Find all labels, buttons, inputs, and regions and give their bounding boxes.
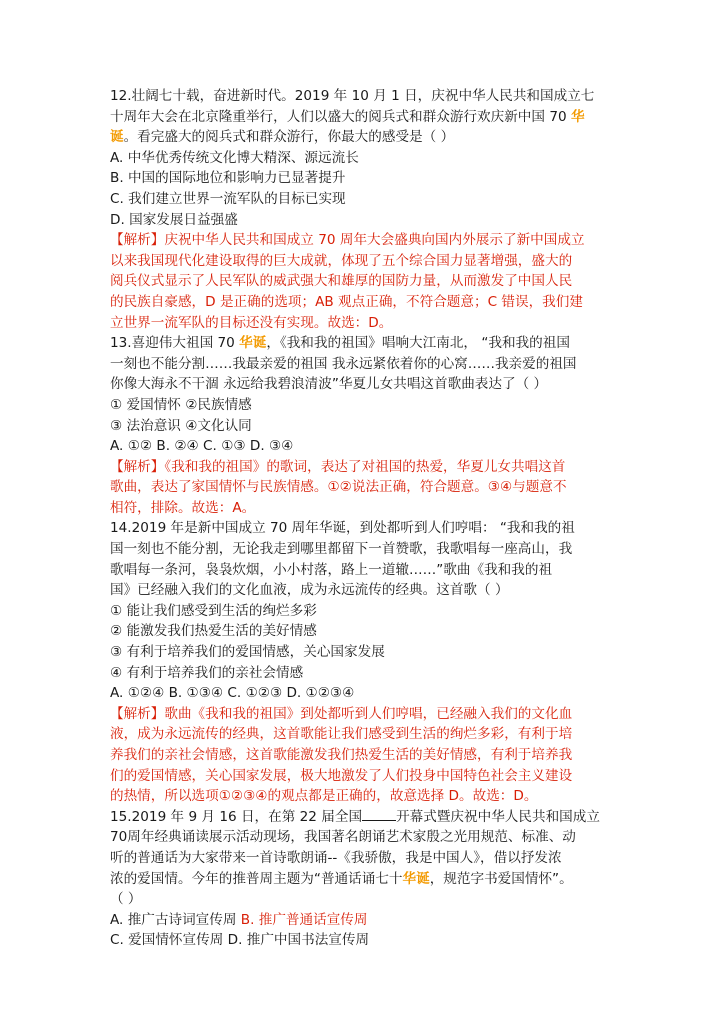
q13-analysis-tag: 【解析】 xyxy=(110,458,165,475)
q13-line-1b: ，《我和我的祖国》唱响大江南北， “我和我的祖国 xyxy=(266,335,570,352)
q15-line-5: （ ） xyxy=(110,891,142,908)
q14-analysis-tag: 【解析】 xyxy=(110,705,165,722)
q14-explanation-4: 们的爱国情感，关心国家发展，极大地激发了人们投身中国特色社会主义建设 xyxy=(110,767,573,784)
q15-option-b: B. 推广普通话宣传周 xyxy=(240,911,368,928)
q12-line-1: 12.壮阔七十载，奋进新时代。2019 年 10 月 1 日，庆祝中华人民共和国成立七 xyxy=(110,88,595,104)
q14-explanation-1-text: 歌曲《我和我的祖国》到处都听到人们哼唱，已经融入我们的文化血 xyxy=(164,705,573,722)
q12-option-b: B. 中国的国际地位和影响力已显著提升 xyxy=(110,170,346,187)
q15-line-4b: ，规范字书爱国情怀”。 xyxy=(429,870,573,887)
q12-highlight-hua: 华 xyxy=(570,108,585,125)
q14-item-4: ④ 有利于培养我们的亲社会情感 xyxy=(110,664,304,681)
q13-line-1a: 13.喜迎伟大祖国 70 xyxy=(110,335,240,352)
q13-line-3: 你像大海永不干涸 永远给我碧浪清波”华夏儿女共唱这首歌曲表达了（ ） xyxy=(110,376,548,393)
q15-line-4 xyxy=(110,869,630,890)
q12-line-2 xyxy=(110,107,630,128)
question-15 xyxy=(110,807,630,951)
q13-explanation-2: 歌曲，表达了家国情怀与民族情感。①②说法正确，符合题意。③④与题意不 xyxy=(110,479,567,496)
q12-analysis-tag: 【解析】 xyxy=(110,232,165,249)
q15-highlight-huadan: 华诞 xyxy=(402,870,430,887)
q12-explanation-1 xyxy=(110,230,630,251)
q15-line-2: 70周年经典诵读展示活动现场，我国著名朗诵艺术家殷之光用规范、标准、动 xyxy=(110,829,576,846)
q14-item-1: ① 能让我们感受到生活的绚烂多彩 xyxy=(110,602,317,619)
q15-answer-blank xyxy=(362,808,396,821)
q14-item-3: ③ 有利于培养我们的爱国情感，关心国家发展 xyxy=(110,644,385,661)
q12-line-3-text: 。看完盛大的阅兵式和群众游行，你最大的感受是（ ） xyxy=(123,129,455,146)
q15-line-3: 听的普通话为大家带来一首诗歌朗诵--《我骄傲，我是中国人》，借以抒发浓 xyxy=(110,849,562,866)
q14-line-2: 国一刻也不能分割，无论我走到哪里都留下一首赞歌，我歌唱每一座高山，我 xyxy=(110,541,573,558)
q14-item-2: ② 能激发我们热爱生活的美好情感 xyxy=(110,623,317,640)
q15-options-cd: C. 爱国情怀宣传周 D. 推广中国书法宣传周 xyxy=(110,932,370,949)
q14-explanation-5: 的热情，所以选项①②③④的观点都是正确的，故意选择 D。故选：D。 xyxy=(110,788,538,805)
q12-option-c: C. 我们建立世界一流军队的目标已实现 xyxy=(110,190,346,207)
q14-explanation-3: 养我们的亲社会情感，这首歌能激发我们热爱生活的美好情感，有利于培养我 xyxy=(110,747,573,763)
q15-line-1 xyxy=(110,807,630,828)
q12-line-3 xyxy=(110,127,630,148)
q12-explanation-2: 以来我国现代化建设取得的巨大成就，体现了五个综合国力显著增强，盛大的 xyxy=(110,252,573,269)
q12-option-d: D. 国家发展日益强盛 xyxy=(110,211,238,228)
q13-explanation-1 xyxy=(110,457,630,478)
q15-options-ab xyxy=(110,910,630,931)
q13-line-2: 一刻也不能分割……我最亲爱的祖国 我永远紧依着你的心窝……我亲爱的祖国 xyxy=(110,355,577,372)
q15-option-a: A. 推广古诗词宣传周 xyxy=(110,911,241,928)
q12-explanation-3: 阅兵仪式显示了人民军队的威武强大和雄厚的国防力量，从而激发了中国人民 xyxy=(110,273,573,290)
q12-explanation-1-text: 庆祝中华人民共和国成立 70 周年大会盛典向国内外展示了新中国成立 xyxy=(164,232,585,249)
q12-highlight-dan: 诞 xyxy=(110,129,124,146)
q14-line-4: 国》已经融入我们的文化血液，成为永远流传的经典。这首歌（ ） xyxy=(110,582,509,599)
q15-line-4a: 浓的爱国情。今年的推普周主题为“普通话诵七十 xyxy=(110,870,403,887)
q14-line-3: 歌唱每一条河，袅袅炊烟，小小村落，路上一道辙……”歌曲《我和我的祖 xyxy=(110,561,553,578)
q13-options: A. ①② B. ②④ C. ①③ D. ③④ xyxy=(110,438,294,455)
q13-line-1 xyxy=(110,333,630,354)
document-page xyxy=(110,86,630,951)
question-12 xyxy=(110,86,630,333)
question-13 xyxy=(110,333,630,518)
q12-option-a: A. 中华优秀传统文化博大精深、源远流长 xyxy=(110,149,359,166)
q15-line-1b: 开幕式暨庆祝中华人民共和国成立 xyxy=(396,808,600,825)
q14-explanation-1 xyxy=(110,704,630,725)
q14-line-1: 14.2019 年是新中国成立 70 周年华诞，到处都听到人们哼唱： “我和我的祖 xyxy=(110,520,575,537)
q14-options: A. ①②④ B. ①③④ C. ①②③ D. ①②③④ xyxy=(110,685,355,702)
q13-explanation-3: 相符，排除。故选：A。 xyxy=(110,499,256,516)
q15-line-1a: 15.2019 年 9 月 16 日，在第 22 届全国 xyxy=(110,808,363,825)
q12-explanation-5: 立世界一流军队的目标还没有实现。故选：D。 xyxy=(110,314,393,331)
q14-explanation-2: 液，成为永远流传的经典，这首歌能让我们感受到生活的绚烂多彩，有利于培 xyxy=(110,726,573,743)
question-14 xyxy=(110,518,630,806)
q12-line-2-text: 十周年大会在北京隆重举行，人们以盛大的阅兵式和群众游行欢庆新中国 70 xyxy=(110,108,571,125)
q13-item-2: ③ 法治意识 ④文化认同 xyxy=(110,417,252,434)
q13-highlight-huadan: 华诞 xyxy=(239,335,267,352)
q12-explanation-4: 的民族自豪感，D 是正确的选项；AB 观点正确，不符合题意；C 错误，我们建 xyxy=(110,293,583,310)
q13-explanation-1-text: 《我和我的祖国》的歌词，表达了对祖国的热爱，华夏儿女共唱这首 xyxy=(164,458,566,475)
q13-item-1: ① 爱国情怀 ②民族情感 xyxy=(110,396,252,413)
